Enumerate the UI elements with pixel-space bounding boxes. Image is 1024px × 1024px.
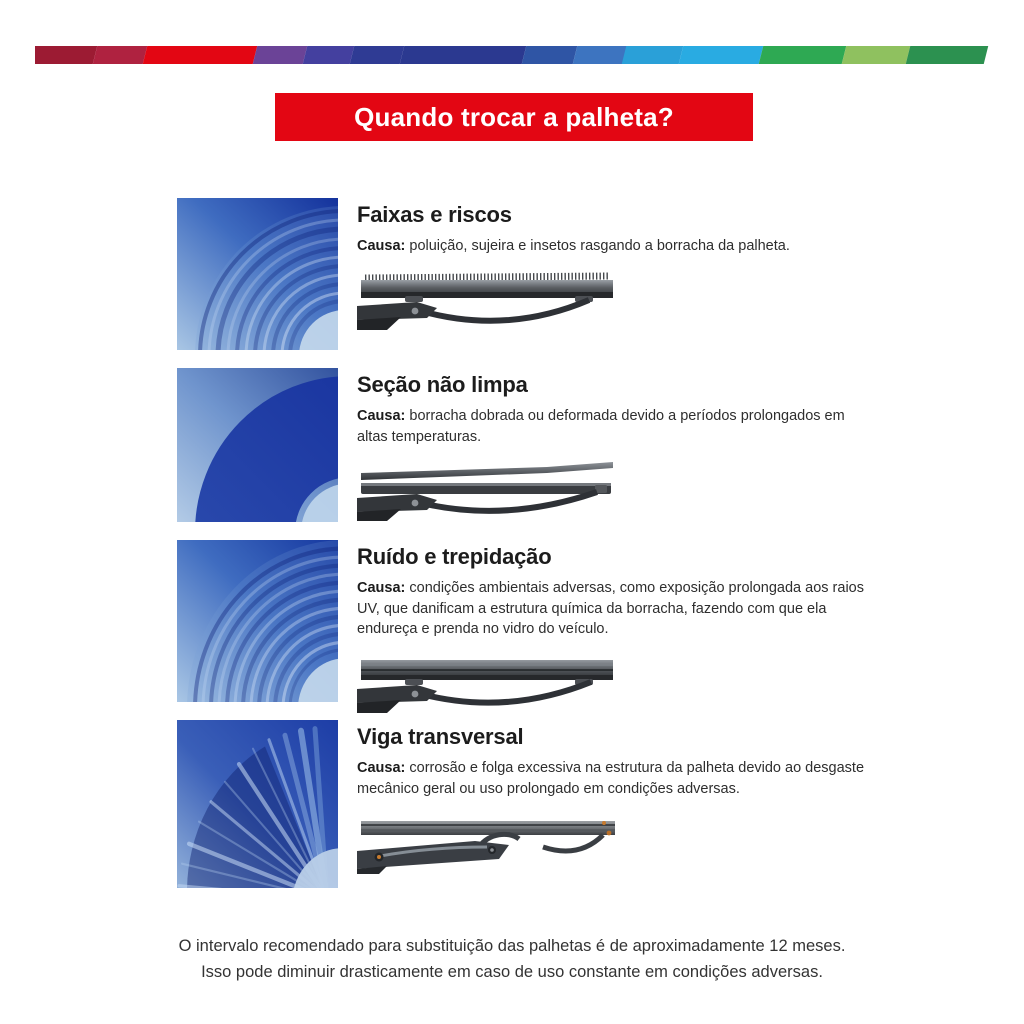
title-banner: [275, 93, 753, 141]
cause-text: corrosão e folga excessiva na estrutura da palheta devido ao desgaste mecânico geral ou uso prolongado em condições adversas.: [357, 760, 865, 797]
section-cause: [357, 758, 873, 799]
color-bar-segment: [758, 46, 846, 64]
cause-text: poluição, sujeira e insetos rasgando a borracha da palheta.: [409, 238, 790, 254]
footer-line-1: O intervalo recomendado para substituição das palhetas é de aproximadamente 12 meses.: [178, 937, 846, 955]
footer-line-2: Isso pode diminuir drasticamente em caso de uso constante em condições adversas.: [201, 962, 823, 981]
color-bar-segment: [572, 46, 626, 64]
cause-label: Causa:: [357, 238, 406, 254]
wiper-corroded-frame-illustration: [357, 813, 619, 875]
cause-text: condições ambientais adversas, como exposição prolongada aos raios UV, que danificam a estrutura química da borracha, fazendo com que ela endureça e prenda no vidro do veículo.: [357, 580, 864, 638]
color-bar-segment: [622, 46, 683, 64]
color-bar-segment: [143, 46, 258, 64]
page-title: Quando trocar a palheta?: [354, 101, 674, 132]
color-bar-segment: [93, 46, 147, 64]
section-title: Faixas e riscos: [357, 202, 512, 227]
color-bar-segment: [842, 46, 911, 64]
section-cause: [357, 236, 873, 257]
section-title: Viga transversal: [357, 724, 524, 749]
wiper-bent-rubber-illustration: [357, 461, 619, 523]
section-cause: [357, 578, 873, 640]
color-bar-segment: [303, 46, 354, 64]
cause-text: borracha dobrada ou deformada devido a períodos prolongados em altas temperaturas.: [357, 408, 845, 445]
windshield-judder-streaks-image: [177, 540, 338, 702]
color-bar-segment: [35, 46, 97, 64]
section-faixas-e-riscos: [177, 198, 873, 350]
section-title: Seção não limpa: [357, 372, 528, 397]
section-cause: [357, 406, 873, 447]
color-bar-segment: [350, 46, 404, 64]
cause-label: Causa:: [357, 408, 406, 424]
windshield-fan-streaks-image: [177, 720, 338, 888]
color-bar-segment: [679, 46, 763, 64]
color-bar-segment: [521, 46, 576, 64]
section-viga-transversal: [177, 720, 873, 888]
color-bar: [35, 46, 994, 64]
section-ruido-e-trepidacao: [177, 540, 873, 716]
cause-label: Causa:: [357, 760, 406, 776]
cause-label: Causa:: [357, 580, 406, 596]
color-bar-segment: [400, 46, 526, 64]
windshield-unwiped-band-image: [177, 368, 338, 522]
color-bar-segment: [906, 46, 988, 64]
wiper-hardened-rubber-illustration: [357, 654, 619, 716]
color-bar-segment: [253, 46, 307, 64]
windshield-arc-streaks-image: [177, 198, 338, 350]
section-secao-nao-limpa: [177, 368, 873, 523]
wiper-torn-rubber-illustration: [357, 271, 619, 333]
section-title: Ruído e trepidação: [357, 544, 552, 569]
footer-note: [0, 934, 1024, 985]
